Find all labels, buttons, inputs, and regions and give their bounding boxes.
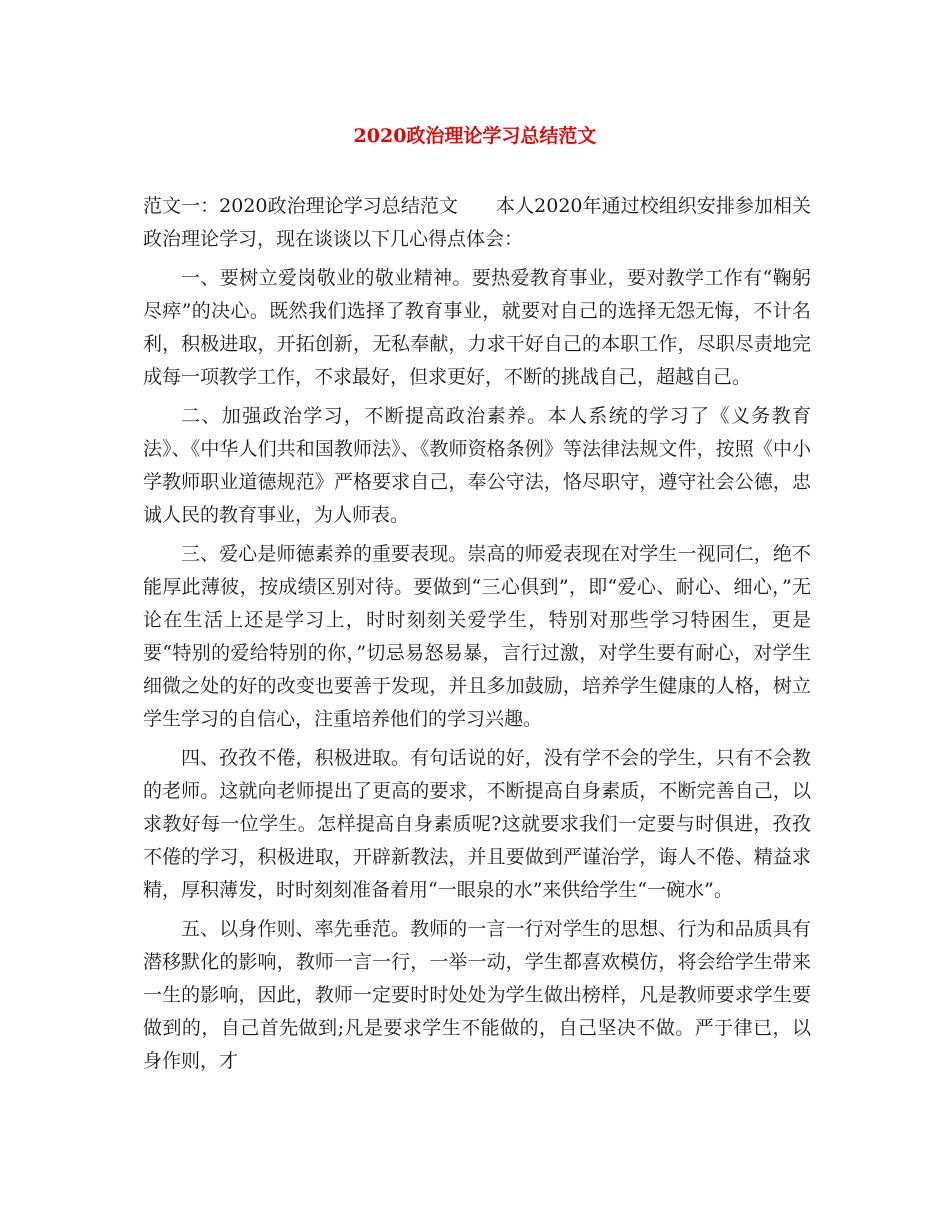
paragraph-3: 三、爱心是师德素养的重要表现。崇高的师爱表现在对学生一视同仁，绝不能厚此薄彼，按成绩区别对待。要做到“三心俱到”，即“爱心、耐心、细心，”无论在生活上还是学习上，时时刻刻关爱学生，特别对那些学习特困生，更是要“特别的爱给特别的你，”切忌易怒易暴，言行过激，对学生要有耐心，对学生细微之处的好的改变也要善于发现，并且多加鼓励，培养学生健康的人格，树立学生学习的自信心，注重培养他们的学习兴趣。 (143, 543, 811, 730)
document-title: 2020政治理论学习总结范文 (353, 125, 597, 147)
document-body (143, 190, 811, 1084)
paragraph-intro: 范文一：2020政治理论学习总结范文 本人2020年通过校组织安排参加相关政治理论学习，现在谈谈以下几心得点体会： (143, 195, 811, 250)
paragraph-4: 四、孜孜不倦，积极进取。有句话说的好，没有学不会的学生，只有不会教的老师。这就向老师提出了更高的要求，不断提高自身素质，不断完善自己，以求教好每一位学生。怎样提高自身素质呢?这就要求我们一定要与时俱进，孜孜不倦的学习，积极进取，开辟新教法，并且要做到严谨治学，诲人不倦、精益求精，厚积薄发，时时刻刻准备着用“一眼泉的水”来供给学生“一碗水”。 (143, 747, 811, 901)
paragraph-5: 五、以身作则、率先垂范。教师的一言一行对学生的思想、行为和品质具有潜移默化的影响，教师一言一行，一举一动，学生都喜欢模仿，将会给学生带来一生的影响，因此，教师一定要时时处处为学生做出榜样，凡是教师要求学生要做到的，自己首先做到;凡是要求学生不能做的，自己坚决不做。严于律已，以身作则，才 (143, 918, 811, 1072)
paragraph-1: 一、要树立爱岗敬业的敬业精神。要热爱教育事业，要对教学工作有“鞠躬尽瘁”的决心。既然我们选择了教育事业，就要对自己的选择无怨无悔，不计名利，积极进取，开拓创新，无私奉献，力求干好自己的本职工作，尽职尽责地完成每一项教学工作，不求最好，但求更好，不断的挑战自己，超越自己。 (143, 267, 811, 388)
paragraph-2: 二、加强政治学习，不断提高政治素养。本人系统的学习了《义务教育法》、《中华人们共和国教师法》、《教师资格条例》等法律法规文件，按照《中小学教师职业道德规范》严格要求自己，奉公守法，恪尽职守，遵守社会公德，忠诚人民的教育事业，为人师表。 (143, 405, 811, 526)
